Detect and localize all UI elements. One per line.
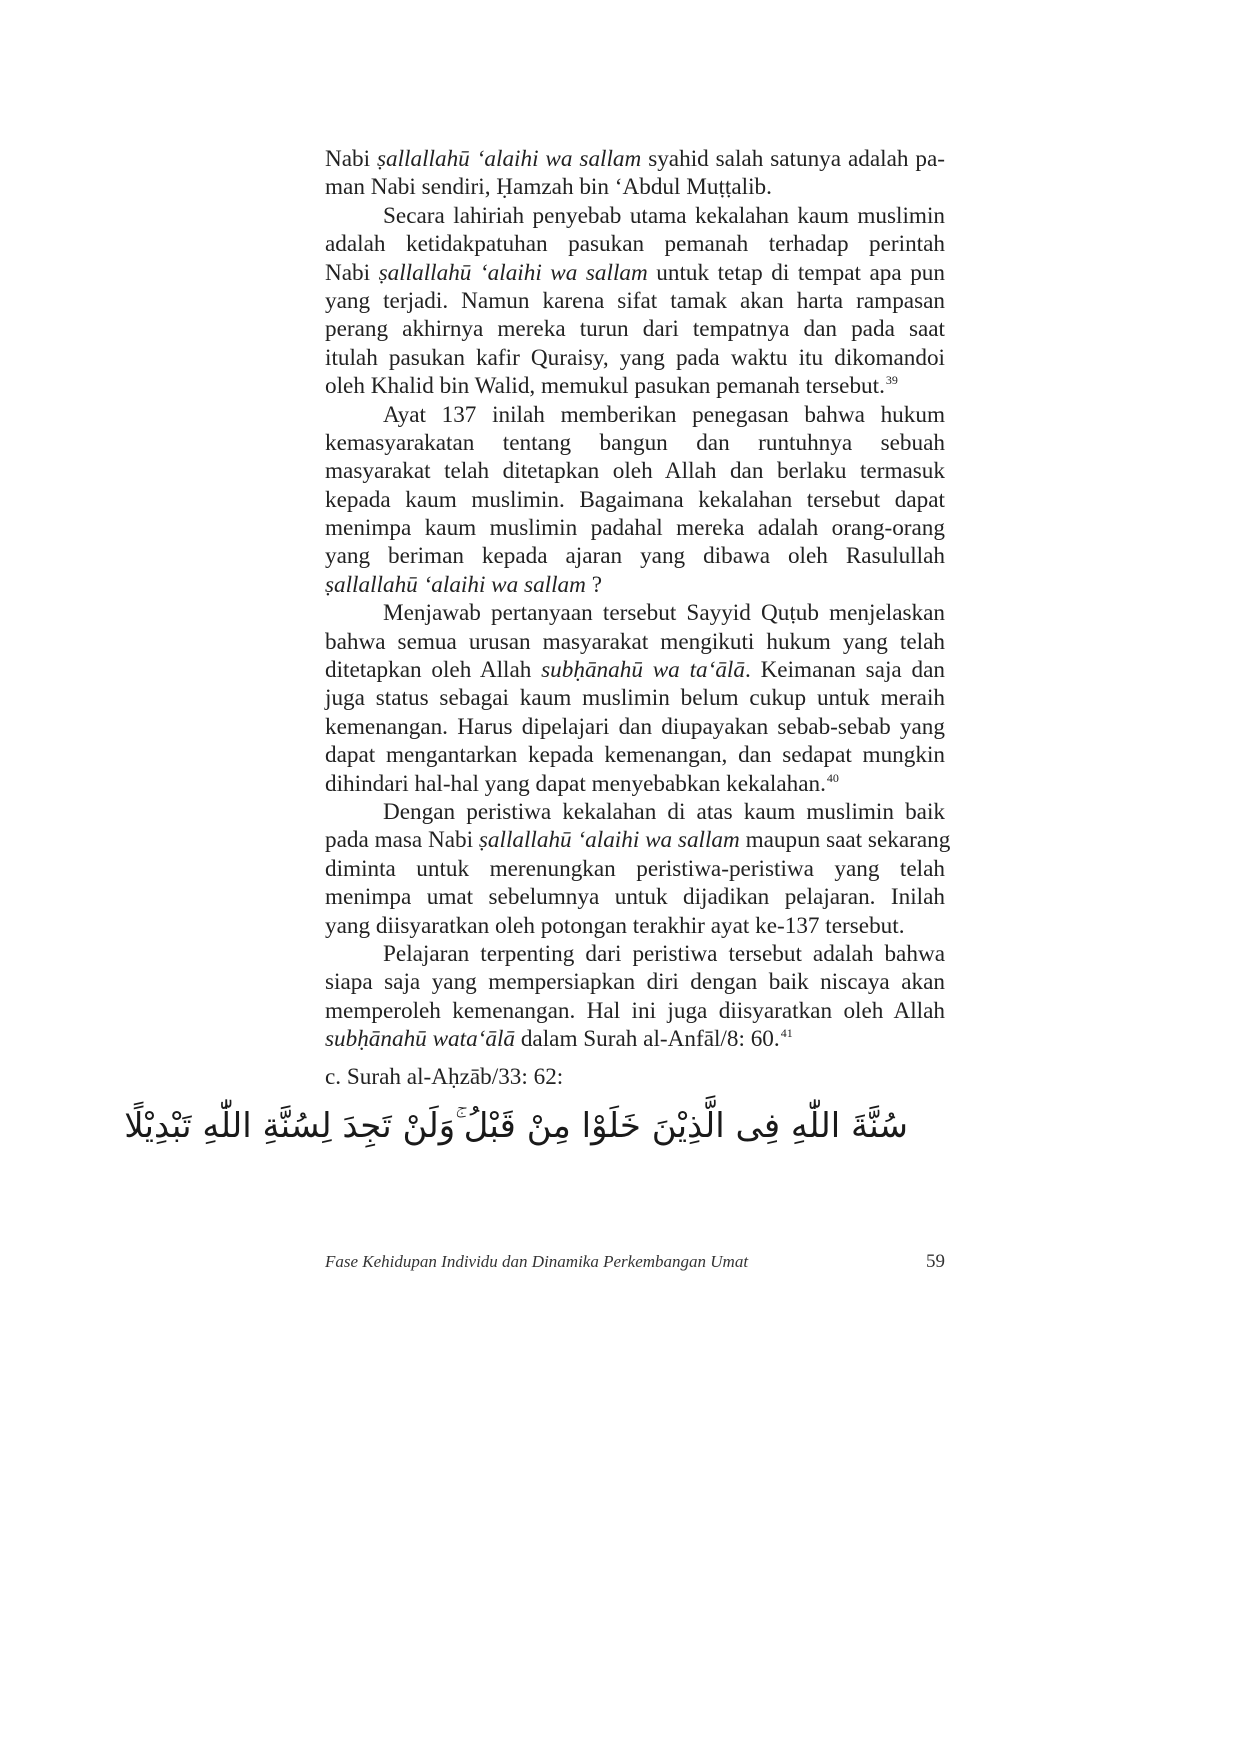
- footnote-marker[interactable]: 39: [885, 373, 898, 388]
- text-line: [325, 826, 951, 854]
- text-segment: syahid salah satunya adalah pa-: [641, 146, 945, 172]
- text-line: [325, 741, 945, 769]
- text-segment: siapa saja yang mempersiapkan diri dengan baik niscaya akan: [325, 969, 945, 996]
- italic-term: ṣallallahū ‘alaihi wa sallam: [377, 146, 642, 172]
- text-segment: menimpa kaum muslimin padahal mereka adalah orang-orang: [325, 515, 945, 542]
- text-segment: kepada kaum muslimin. Bagaimana kekalahan tersebut dapat: [325, 486, 945, 513]
- text-line: [325, 230, 945, 258]
- text-segment: yang diisyaratkan oleh potongan terakhir ayat ke-137 tersebut.: [325, 912, 905, 939]
- text-segment: untuk tetap di tempat apa pun: [647, 259, 945, 286]
- text-line: [325, 684, 945, 712]
- italic-term: subḥānahū wa ta‘ālā: [541, 657, 745, 684]
- text-segment: kemasyarakatan tentang bangun dan runtuhnya sebuah: [325, 429, 945, 456]
- text-line: [325, 344, 945, 372]
- page-number: 59: [926, 1251, 945, 1272]
- italic-term: ṣallallahū ‘alaihi wa sallam: [478, 827, 740, 854]
- running-footer-title: Fase Kehidupan Individu dan Dinamika Perkembangan Umat: [325, 1252, 749, 1271]
- text-line: [325, 855, 945, 883]
- text-segment: yang terjadi. Namun karena sifat tamak akan harta rampasan: [325, 287, 945, 314]
- text-segment: Secara lahiriah penyebab utama kekalahan kaum muslimin: [383, 202, 945, 229]
- text-line: [325, 429, 945, 457]
- text-line: [325, 656, 945, 684]
- text-line: [325, 514, 945, 542]
- text-segment: ?: [585, 571, 602, 598]
- text-line: [325, 968, 945, 996]
- text-segment: bahwa semua urusan masyarakat mengikuti hukum yang telah: [325, 628, 945, 655]
- text-segment: man Nabi sendiri, Ḥamzah bin ‘Abdul Muṭṭalib.: [325, 174, 772, 201]
- arabic-verse: سُنَّةَ اللّٰهِ فِى الَّذِيْنَ خَلَوْا مِنْ قَبْلُ ۚوَلَنْ تَجِدَ لِسُنَّةِ اللّٰهِ تَبْدِيْلًا: [124, 1106, 908, 1146]
- text-segment: memperoleh kemenangan. Hal ini juga diisyaratkan oleh Allah: [325, 997, 945, 1024]
- text-line: [325, 713, 945, 741]
- text-line: [325, 997, 945, 1025]
- text-segment: yang beriman kepada ajaran yang dibawa oleh Rasulullah: [325, 543, 945, 570]
- text-line: [325, 883, 945, 911]
- text-segment: Pelajaran terpenting dari peristiwa tersebut adalah bahwa: [383, 940, 945, 967]
- text-segment: diminta untuk merenungkan peristiwa-peristiwa yang telah: [325, 855, 945, 882]
- text-line: [325, 372, 945, 400]
- text-segment: Menjawab pertanyaan tersebut Sayyid Quṭub menjelaskan: [383, 600, 945, 627]
- text-line: [325, 798, 945, 826]
- text-segment: ditetapkan oleh Allah: [325, 657, 542, 684]
- text-line: [325, 173, 945, 201]
- text-line: [325, 259, 945, 287]
- text-segment: perang akhirnya mereka turun dari tempatnya dan pada saat: [325, 316, 945, 343]
- text-segment: itulah pasukan kafir Quraisy, yang pada waktu itu dikomandoi: [325, 344, 945, 371]
- text-segment: dalam Surah al-Anfāl/8: 60.: [515, 1026, 780, 1053]
- text-segment: masyarakat telah ditetapkan oleh Allah dan berlaku termasuk: [325, 458, 945, 485]
- section-subheading: c. Surah al-Aḥzāb/33: 62:: [325, 1064, 564, 1090]
- italic-term: ṣallallahū ‘alaihi wa sallam: [378, 259, 648, 286]
- text-line: [325, 1025, 945, 1053]
- italic-term: ṣallallahū ‘alaihi wa sallam: [325, 571, 586, 598]
- text-line: [325, 571, 945, 599]
- text-line: [325, 287, 945, 315]
- text-line: [325, 912, 945, 940]
- text-line: [325, 315, 945, 343]
- text-line: [325, 145, 945, 173]
- text-segment: kemenangan. Harus dipelajari dan diupayakan sebab-sebab yang: [325, 713, 945, 740]
- text-segment: dapat mengantarkan kepada kemenangan, dan sedapat mungkin: [325, 742, 945, 769]
- text-line: [325, 599, 945, 627]
- text-line: [325, 202, 945, 230]
- text-segment: dihindari hal-hal yang dapat menyebabkan kekalahan.: [325, 770, 826, 797]
- text-segment: Ayat 137 inilah memberikan penegasan bahwa hukum: [383, 401, 945, 428]
- italic-term: subḥānahū wata‘ālā: [325, 1026, 516, 1053]
- text-segment: menimpa umat sebelumnya untuk dijadikan pelajaran. Inilah: [325, 884, 945, 911]
- footnote-marker[interactable]: 41: [780, 1026, 793, 1041]
- text-segment: adalah ketidakpatuhan pasukan pemanah terhadap perintah: [325, 231, 945, 258]
- text-line: [325, 486, 945, 514]
- text-segment: pada masa Nabi: [325, 827, 479, 854]
- text-segment: maupun saat sekarang: [739, 827, 951, 854]
- text-line: [325, 628, 945, 656]
- text-segment: Nabi: [325, 259, 379, 286]
- text-segment: Dengan peristiwa kekalahan di atas kaum muslimin baik: [383, 798, 945, 825]
- text-line: [325, 457, 945, 485]
- text-line: [325, 542, 945, 570]
- text-segment: . Keimanan saja dan: [744, 657, 945, 684]
- body-text: [325, 145, 951, 1054]
- text-segment: oleh Khalid bin Walid, memukul pasukan pemanah tersebut.: [325, 373, 885, 400]
- footnote-marker[interactable]: 40: [826, 770, 839, 785]
- text-line: [325, 940, 945, 968]
- text-line: [325, 770, 945, 798]
- text-segment: Nabi: [325, 146, 377, 172]
- text-segment: juga status sebagai kaum muslimin belum cukup untuk meraih: [325, 685, 945, 712]
- text-line: [325, 401, 945, 429]
